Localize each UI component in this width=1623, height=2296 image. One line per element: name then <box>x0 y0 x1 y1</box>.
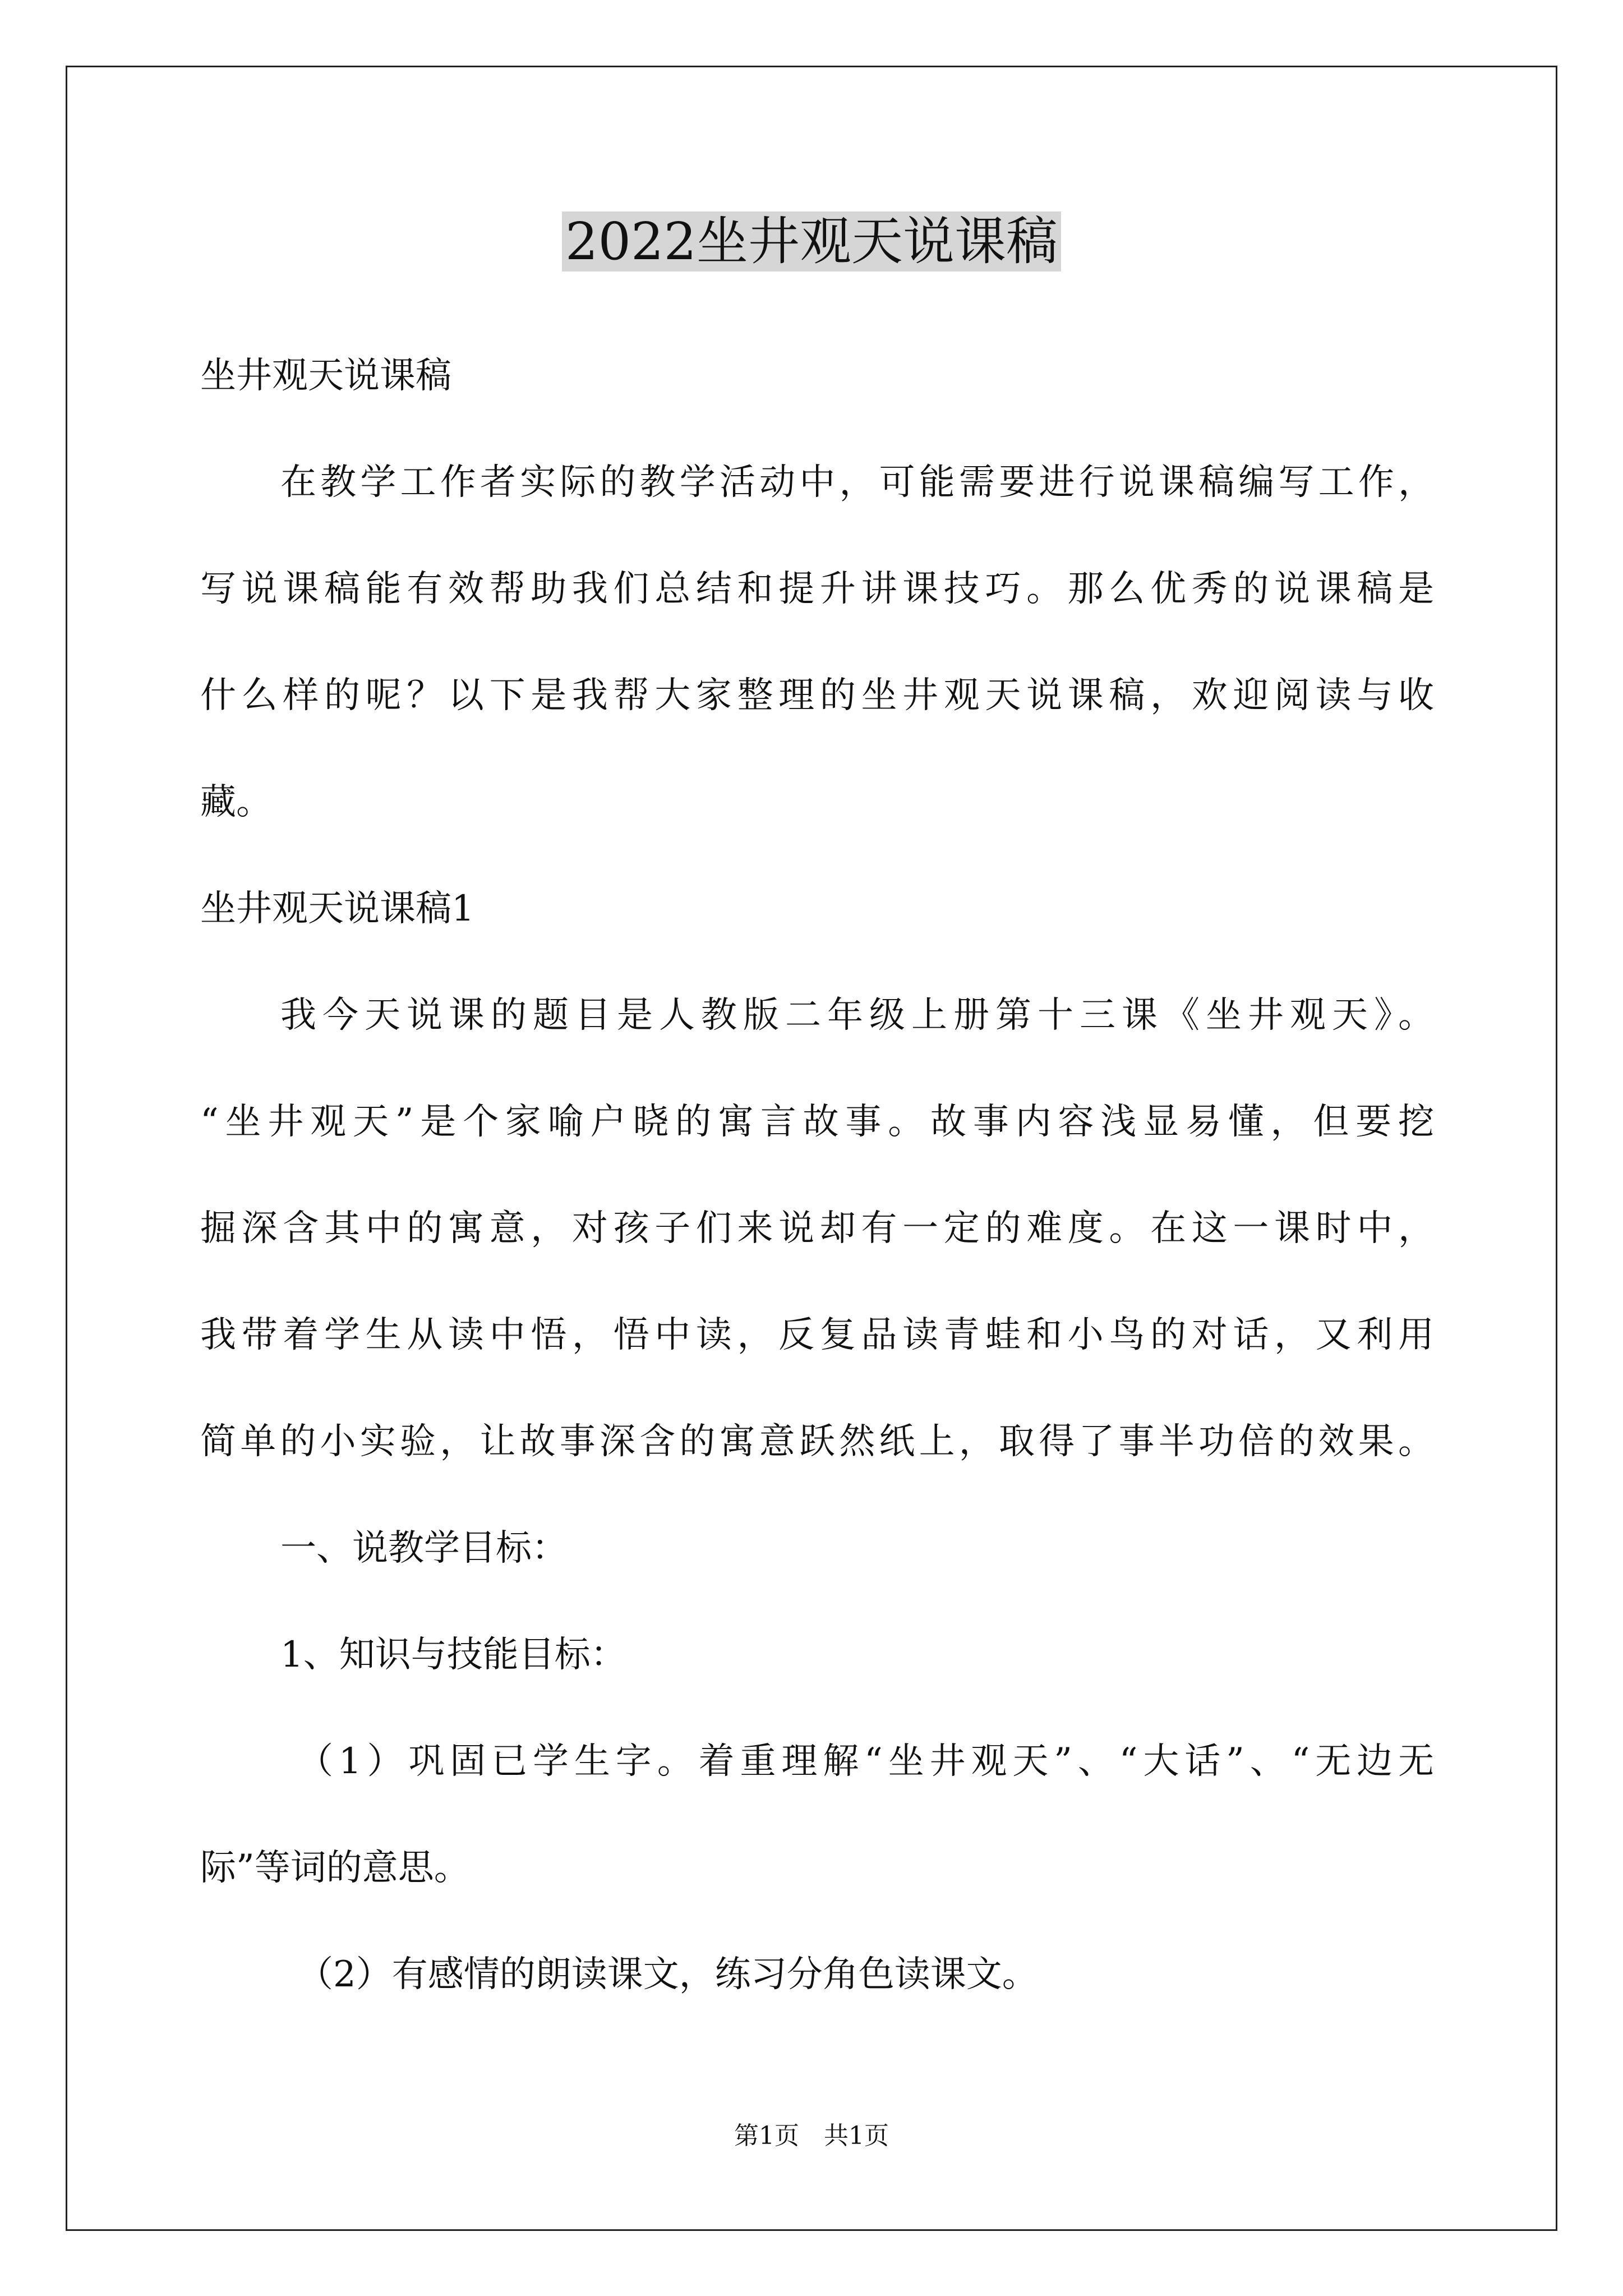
section1-line-3: 掘深含其中的寓意，对孩子们来说却有一定的难度。在这一课时中， <box>200 1208 1434 1249</box>
intro-line-1: 在教学工作者实际的教学活动中，可能需要进行说课稿编写工作， <box>280 462 1434 503</box>
section1-line-2: “坐井观天”是个家喻户晓的寓言故事。故事内容浅显易懂，但要挖 <box>200 1101 1434 1143</box>
objectives-heading: 一、说教学目标： <box>280 1527 568 1569</box>
objective1-item1-line-2: 际”等词的意思。 <box>200 1847 470 1889</box>
intro-line-3: 什么样的呢？以下是我帮大家整理的坐井观天说课稿，欢迎阅读与收 <box>200 675 1434 716</box>
section1-line-5: 简单的小实验，让故事深含的寓意跃然纸上，取得了事半功倍的效果。 <box>200 1421 1434 1462</box>
document-subtitle: 坐井观天说课稿 <box>200 355 451 397</box>
objective1-item2: （2）有感情的朗读课文，练习分角色读课文。 <box>297 1954 1038 1995</box>
intro-line-2: 写说课稿能有效帮助我们总结和提升讲课技巧。那么优秀的说课稿是 <box>200 568 1434 610</box>
objective1-heading: 1、知识与技能目标： <box>280 1634 626 1676</box>
section1-line-4: 我带着学生从读中悟，悟中读，反复品读青蛙和小鸟的对话，又利用 <box>200 1314 1434 1356</box>
intro-line-4: 藏。 <box>200 781 272 823</box>
section1-line-1: 我今天说课的题目是人教版二年级上册第十三课《坐井观天》。 <box>280 995 1434 1036</box>
document-title-text: 2022坐井观天说课稿 <box>562 211 1061 272</box>
page-footer: 第1页 共1页 <box>734 2122 889 2150</box>
section-heading-1: 坐井观天说课稿1 <box>200 888 474 930</box>
objective1-item1-line-1: （1）巩固已学生字。着重理解“坐井观天”、“大话”、“无边无 <box>297 1741 1434 1782</box>
document-title <box>0 205 1623 278</box>
